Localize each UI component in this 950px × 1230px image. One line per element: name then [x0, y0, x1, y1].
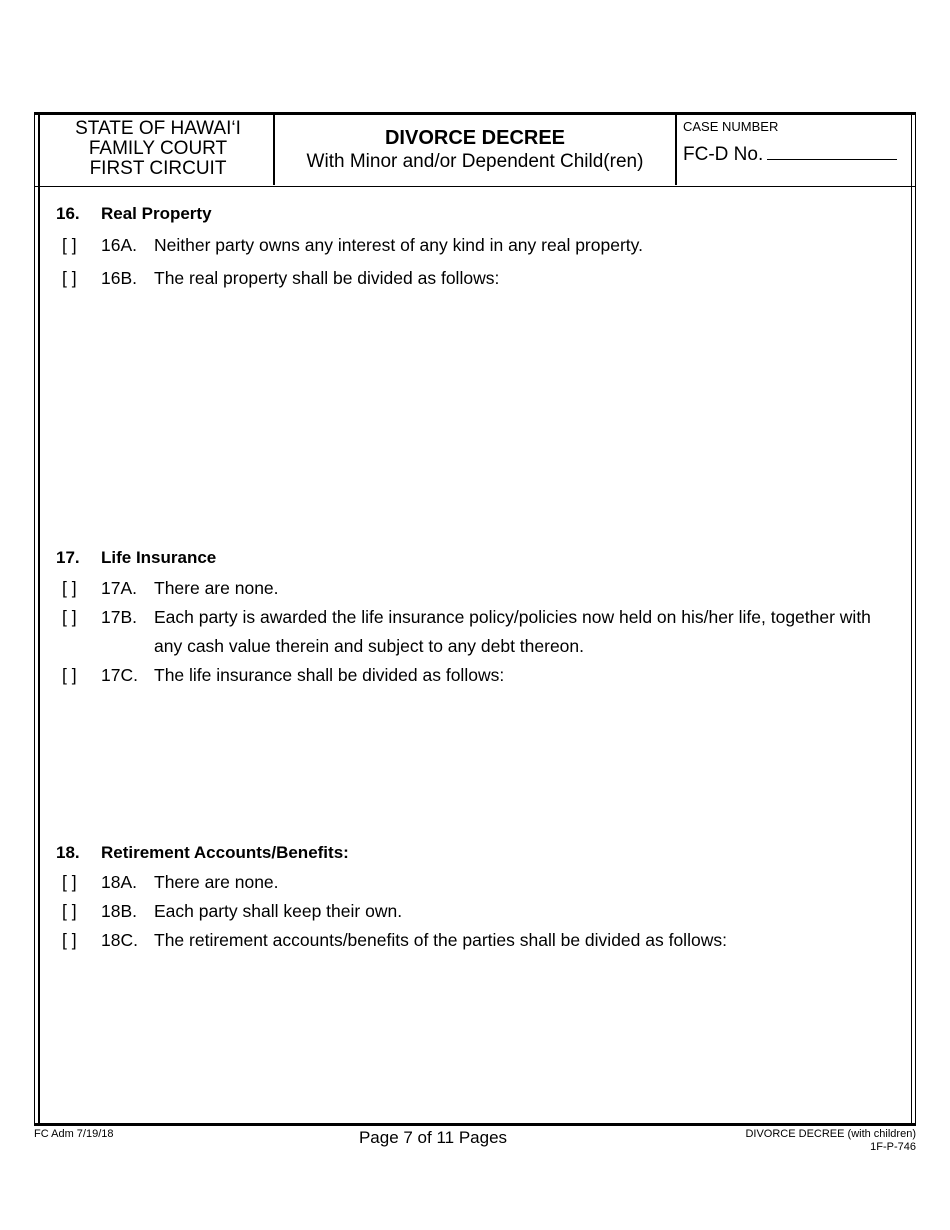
item-text: Each party shall keep their own.	[154, 901, 403, 921]
item-text: Neither party owns any interest of any kind in any real property.	[154, 235, 643, 255]
header-divider	[675, 115, 677, 185]
section-number: 17.	[56, 548, 80, 567]
checkbox[interactable]: [ ]	[62, 872, 77, 892]
list-item	[62, 661, 505, 690]
item-text-continued: any cash value therein and subject to any debt thereon.	[154, 636, 585, 656]
section-title: Retirement Accounts/Benefits:	[101, 843, 349, 862]
item-code: 16B.	[101, 268, 137, 288]
checkbox[interactable]: [ ]	[62, 268, 77, 288]
document-subtitle: With Minor and/or Dependent Child(ren)	[306, 151, 644, 172]
list-item	[62, 603, 871, 656]
list-item	[62, 231, 643, 260]
court-name	[41, 119, 275, 179]
checkbox[interactable]: [ ]	[62, 665, 77, 685]
checkbox[interactable]: [ ]	[62, 930, 77, 950]
checkbox[interactable]: [ ]	[62, 578, 77, 598]
item-code: 18B.	[101, 901, 137, 921]
item-code: 17C.	[101, 665, 138, 685]
document-title-block	[275, 126, 675, 174]
court-line-1: STATE OF HAWAI‘I	[75, 118, 241, 139]
form-header	[35, 115, 915, 187]
form-id	[745, 1128, 916, 1154]
list-item	[62, 574, 279, 603]
document-title: DIVORCE DECREE	[384, 127, 566, 149]
item-code: 18C.	[101, 930, 138, 950]
item-text: The retirement accounts/benefits of the parties shall be divided as follows:	[154, 930, 727, 950]
checkbox[interactable]: [ ]	[62, 901, 77, 921]
checkbox[interactable]: [ ]	[62, 235, 77, 255]
form-code: 1F-P-746	[870, 1141, 916, 1153]
list-item	[62, 897, 403, 926]
list-item	[62, 926, 727, 955]
section-heading	[56, 548, 216, 568]
item-code: 17B.	[101, 607, 137, 627]
item-text: The real property shall be divided as follows:	[154, 268, 500, 288]
court-line-2: FAMILY COURT	[88, 138, 228, 159]
court-line-3: FIRST CIRCUIT	[89, 158, 227, 179]
list-item	[62, 868, 279, 897]
item-text: There are none.	[154, 578, 279, 598]
section-title: Life Insurance	[101, 548, 217, 567]
item-code: 16A.	[101, 235, 137, 255]
section-number: 18.	[56, 843, 80, 862]
case-number-prefix: FC-D No.	[683, 144, 764, 165]
form-name: DIVORCE DECREE (with children)	[745, 1128, 916, 1140]
item-text: Each party is awarded the life insurance policy/policies now held on his/her life, together with	[154, 607, 871, 627]
list-item	[62, 264, 500, 293]
case-number-label: CASE NUMBER	[683, 119, 779, 134]
item-code: 18A.	[101, 872, 137, 892]
section-heading	[56, 843, 349, 863]
section-number: 16.	[56, 204, 80, 223]
checkbox[interactable]: [ ]	[62, 607, 77, 627]
section-title: Real Property	[101, 204, 212, 223]
section-heading	[56, 204, 212, 224]
item-text: The life insurance shall be divided as follows:	[154, 665, 505, 685]
page-number: Page 7 of 11 Pages	[358, 1128, 508, 1147]
form-revision: FC Adm 7/19/18	[34, 1128, 114, 1140]
item-code: 17A.	[101, 578, 137, 598]
item-text: There are none.	[154, 872, 279, 892]
case-number-block	[683, 119, 897, 166]
case-number-field[interactable]	[767, 145, 897, 160]
